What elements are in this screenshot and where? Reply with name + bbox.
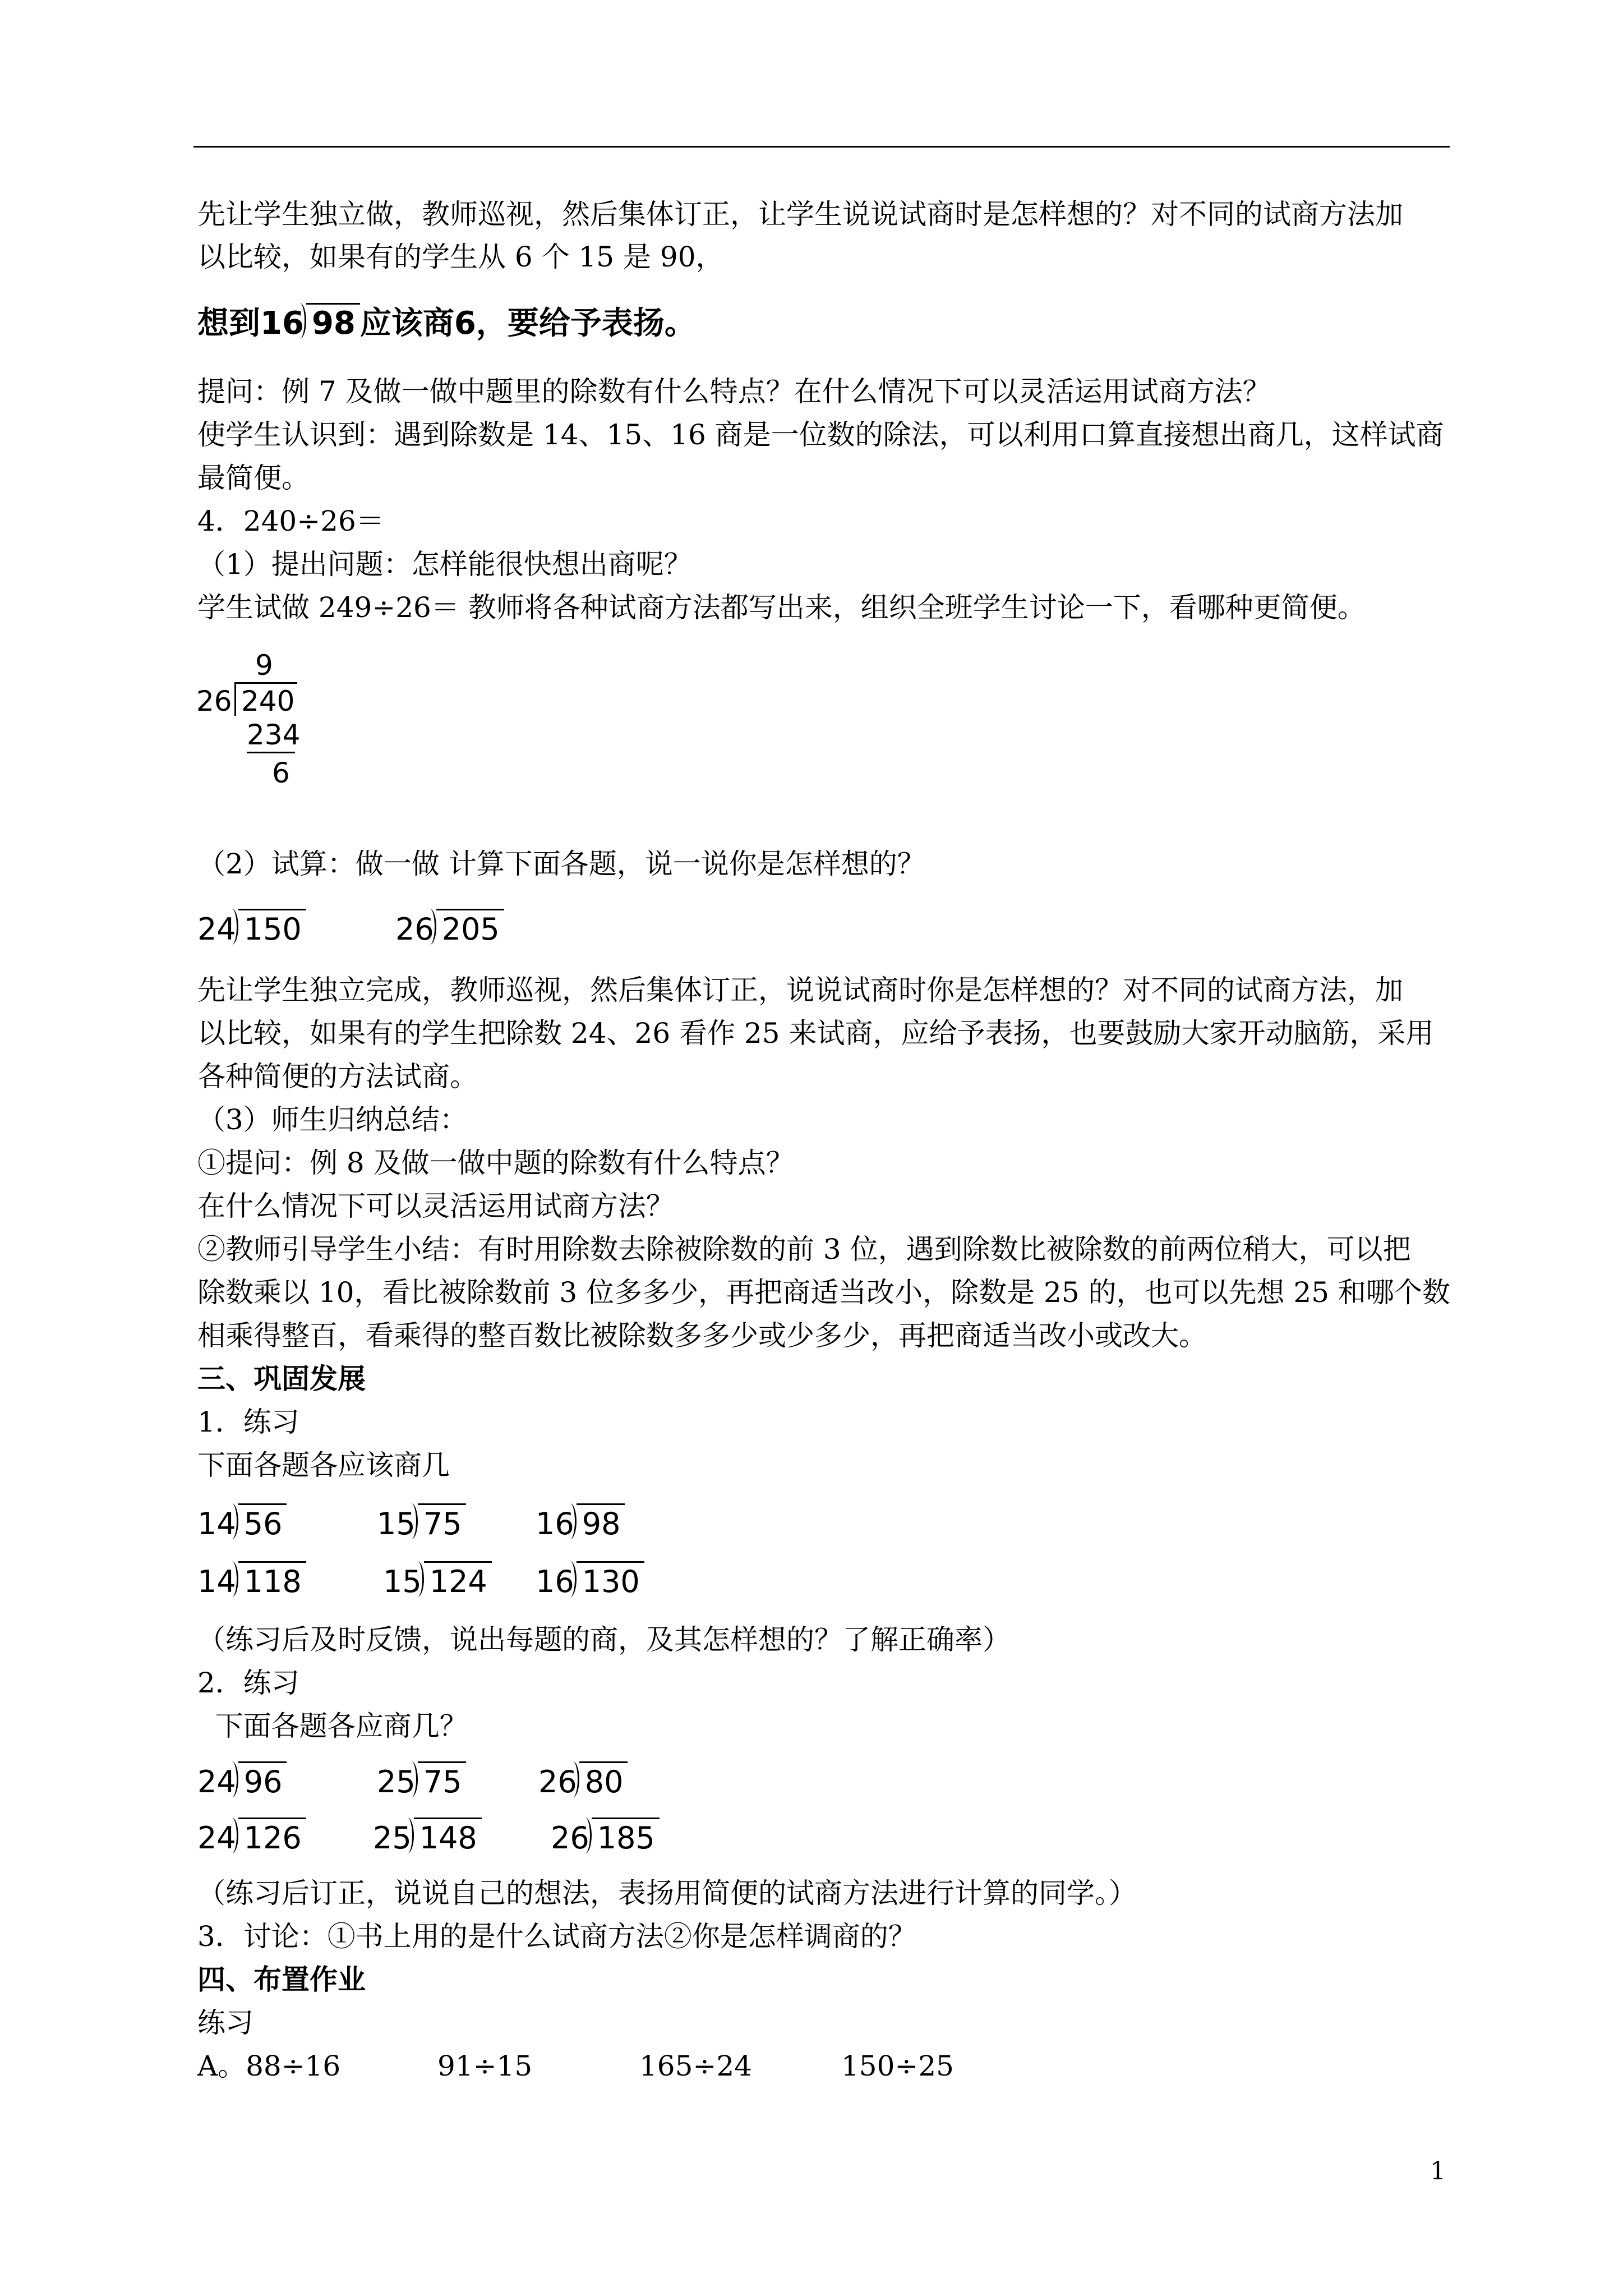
homework-item: 91÷15 bbox=[437, 2050, 533, 2082]
dividend: 124 bbox=[424, 1561, 492, 1599]
dividend: 130 bbox=[577, 1561, 644, 1599]
divisor: 24 bbox=[197, 912, 236, 947]
dividend: 240 bbox=[241, 685, 295, 717]
practice-division bbox=[377, 1503, 466, 1541]
homework-item: 150÷25 bbox=[841, 2050, 954, 2082]
paragraph-line: 使学生认识到：遇到除数是 14、15、16 商是一位数的除法，可以利用口算直接想出商几，这样试商 bbox=[197, 418, 1444, 451]
practice-division bbox=[197, 1561, 306, 1599]
practice-division bbox=[197, 1503, 287, 1541]
divisor: 24 bbox=[197, 1820, 236, 1856]
paragraph-line: 提问：例 7 及做一做中题里的除数有什么特点？在什么情况下可以灵活运用试商方法？ bbox=[197, 375, 1271, 408]
paragraph-line: （3）师生归纳总结： bbox=[197, 1103, 468, 1136]
paragraph-line: 相乘得整百，看乘得的整百数比被除数多多少或少多少，再把商适当改小或改大。 bbox=[197, 1319, 1207, 1352]
paragraph-line: 3．讨论：①书上用的是什么试商方法②你是怎样调商的？ bbox=[197, 1920, 916, 1953]
paragraph-line: 2．练习 bbox=[197, 1667, 299, 1699]
practice-division bbox=[536, 1561, 644, 1599]
section-heading: 四、布置作业 bbox=[197, 1963, 366, 1996]
subtraction-line bbox=[247, 752, 295, 753]
paragraph-line: （1）提出问题：怎样能很快想出商呢？ bbox=[197, 548, 692, 581]
dividend: 75 bbox=[418, 1761, 467, 1799]
divisor: 26 bbox=[551, 1820, 589, 1856]
divisor: 16 bbox=[536, 1506, 574, 1542]
practice-division bbox=[538, 1761, 628, 1799]
dividend: 126 bbox=[238, 1818, 306, 1855]
paragraph-line: 以比较，如果有的学生从 6 个 15 是 90， bbox=[197, 241, 724, 273]
practice-division bbox=[551, 1818, 660, 1855]
praise-suffix: 6，要给予表扬。 bbox=[454, 305, 696, 342]
dividend: 80 bbox=[579, 1761, 628, 1799]
divisor: 25 bbox=[377, 1764, 416, 1800]
divisor: 14 bbox=[197, 1506, 236, 1542]
practice-division bbox=[536, 1503, 625, 1541]
dividend: 205 bbox=[436, 909, 504, 946]
practice-division bbox=[383, 1561, 492, 1599]
dividend: 98 bbox=[577, 1503, 625, 1541]
paragraph-line: 先让学生独立做，教师巡视，然后集体订正，让学生说说试商时是怎样想的？对不同的试商方法加 bbox=[197, 198, 1403, 231]
divisor: 24 bbox=[197, 1764, 236, 1800]
paragraph-line: 在什么情况下可以灵活运用试商方法？ bbox=[197, 1190, 674, 1222]
praise-line bbox=[197, 303, 696, 341]
dividend: 56 bbox=[238, 1503, 287, 1541]
paragraph-line: 练习 bbox=[197, 2007, 253, 2039]
homework-item: 165÷24 bbox=[639, 2050, 752, 2082]
practice-division bbox=[197, 1818, 306, 1855]
dividend: 75 bbox=[418, 1503, 467, 1541]
divisor: 15 bbox=[377, 1506, 416, 1542]
homework-item: A。88÷16 bbox=[197, 2050, 341, 2082]
divisor: 16 bbox=[260, 305, 304, 342]
paragraph-line: （练习后订正，说说自己的想法，表扬用简便的试商方法进行计算的同学。） bbox=[197, 1877, 1137, 1910]
divisor: 14 bbox=[197, 1564, 236, 1599]
inline-long-division bbox=[260, 303, 360, 341]
dividend: 150 bbox=[238, 909, 306, 946]
division-bar bbox=[236, 682, 297, 684]
paragraph-line: 学生试做 249÷26＝ 教师将各种试商方法都写出来，组织全班学生讨论一下，看哪种更简便。 bbox=[197, 591, 1366, 624]
divisor: 25 bbox=[373, 1820, 412, 1856]
paragraph-line: ②教师引导学生小结：有时用除数去除被除数的前 3 位，遇到除数比被除数的前两位稍大，可以把 bbox=[197, 1233, 1411, 1266]
divisor: 26 bbox=[196, 685, 232, 717]
trial-division bbox=[395, 909, 504, 946]
divisor: 26 bbox=[395, 912, 434, 947]
page-number: 1 bbox=[1430, 2157, 1446, 2185]
dividend: 118 bbox=[238, 1561, 306, 1599]
practice-division bbox=[197, 1761, 287, 1799]
dividend: 96 bbox=[238, 1761, 287, 1799]
paragraph-line: ①提问：例 8 及做一做中题的除数有什么特点？ bbox=[197, 1147, 794, 1179]
product: 234 bbox=[247, 719, 301, 751]
paragraph-line: 以比较，如果有的学生把除数 24、26 看作 25 来试商，应给予表扬，也要鼓励大家开动脑筋，采用 bbox=[197, 1017, 1434, 1050]
remainder: 6 bbox=[272, 757, 290, 789]
trial-division bbox=[197, 909, 306, 946]
section-heading: 三、巩固发展 bbox=[197, 1362, 366, 1395]
praise-middle: 应该商 bbox=[359, 305, 454, 342]
paragraph-line: 除数乘以 10，看比被除数前 3 位多多少，再把商适当改小，除数是 25 的，也可以先想 25 和哪个数 bbox=[197, 1276, 1450, 1309]
practice-division bbox=[377, 1761, 466, 1799]
paragraph-line: 各种简便的方法试商。 bbox=[197, 1060, 478, 1093]
practice-division bbox=[373, 1818, 482, 1855]
paragraph-line: 下面各题各应该商几 bbox=[197, 1449, 450, 1481]
header-rule bbox=[193, 146, 1450, 148]
dividend: 98 bbox=[306, 303, 360, 341]
paragraph-line: （2）试算：做一做 计算下面各题，说一说你是怎样想的？ bbox=[197, 848, 925, 880]
divisor: 15 bbox=[383, 1564, 422, 1599]
divisor: 16 bbox=[536, 1564, 574, 1599]
dividend: 185 bbox=[592, 1818, 660, 1855]
paragraph-line: 4．240÷26＝ bbox=[197, 505, 384, 537]
praise-prefix: 想到 bbox=[197, 305, 260, 342]
paragraph-line: 先让学生独立完成，教师巡视，然后集体订正，说说试商时你是怎样想的？对不同的试商方法，加 bbox=[197, 974, 1403, 1006]
divisor: 26 bbox=[538, 1764, 577, 1800]
paragraph-line: 最简便。 bbox=[197, 462, 310, 494]
paragraph-line: 1．练习 bbox=[197, 1406, 299, 1438]
paragraph-line: 下面各题各应商几？ bbox=[197, 1710, 468, 1742]
division-bracket bbox=[234, 682, 236, 716]
paragraph-line: （练习后及时反馈，说出每题的商，及其怎样想的？了解正确率） bbox=[197, 1623, 1011, 1656]
dividend: 148 bbox=[414, 1818, 482, 1855]
quotient: 9 bbox=[255, 649, 273, 682]
